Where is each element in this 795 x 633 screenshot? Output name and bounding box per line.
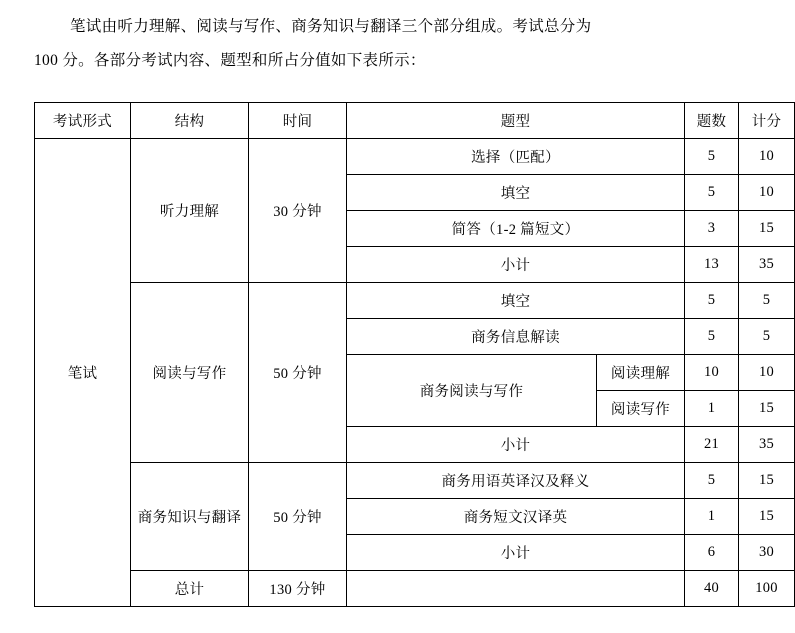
header-cell-time: 时间 — [249, 103, 347, 139]
cell-type: 商务短文汉译英 — [347, 499, 685, 535]
cell-type: 填空 — [347, 175, 685, 211]
intro-paragraph — [34, 10, 706, 78]
cell-score: 10 — [739, 139, 795, 175]
cell-subtotal-count: 6 — [685, 535, 739, 571]
cell-subtotal-score: 35 — [739, 427, 795, 463]
cell-time-business: 50 分钟 — [249, 463, 347, 571]
cell-structure-business: 商务知识与翻译 — [131, 463, 249, 571]
cell-structure-listening: 听力理解 — [131, 139, 249, 283]
cell-score: 5 — [739, 319, 795, 355]
table-header-row — [35, 103, 795, 139]
cell-subtotal-count: 13 — [685, 247, 739, 283]
exam-structure-table — [34, 102, 795, 607]
cell-count: 1 — [685, 391, 739, 427]
cell-total-time: 130 分钟 — [249, 571, 347, 607]
cell-score: 15 — [739, 391, 795, 427]
cell-structure-reading: 阅读与写作 — [131, 283, 249, 463]
cell-count: 10 — [685, 355, 739, 391]
cell-subtotal-count: 21 — [685, 427, 739, 463]
cell-subtype: 阅读写作 — [597, 391, 685, 427]
cell-subtype: 阅读理解 — [597, 355, 685, 391]
cell-type-business-reading-writing: 商务阅读与写作 — [347, 355, 597, 427]
cell-subtotal-score: 35 — [739, 247, 795, 283]
table-row — [35, 463, 795, 499]
table-total-row — [35, 571, 795, 607]
table-row — [35, 283, 795, 319]
cell-type: 填空 — [347, 283, 685, 319]
cell-count: 5 — [685, 175, 739, 211]
cell-count: 5 — [685, 463, 739, 499]
cell-total-type-empty — [347, 571, 685, 607]
cell-time-reading: 50 分钟 — [249, 283, 347, 463]
cell-score: 15 — [739, 211, 795, 247]
cell-total-score: 100 — [739, 571, 795, 607]
cell-score: 10 — [739, 355, 795, 391]
cell-count: 5 — [685, 283, 739, 319]
cell-subtotal-label: 小计 — [347, 247, 685, 283]
cell-type: 商务用语英译汉及释义 — [347, 463, 685, 499]
intro-line-2: 100 分。各部分考试内容、题型和所占分值如下表所示： — [34, 52, 426, 69]
cell-score: 15 — [739, 499, 795, 535]
cell-score: 5 — [739, 283, 795, 319]
cell-subtotal-label: 小计 — [347, 427, 685, 463]
cell-time-listening: 30 分钟 — [249, 139, 347, 283]
intro-line-1: 笔试由听力理解、阅读与写作、商务知识与翻译三个部分组成。考试总分为 — [70, 18, 592, 35]
cell-score: 10 — [739, 175, 795, 211]
cell-type: 简答（1-2 篇短文） — [347, 211, 685, 247]
cell-score: 15 — [739, 463, 795, 499]
cell-count: 5 — [685, 319, 739, 355]
cell-count: 3 — [685, 211, 739, 247]
header-cell-count: 题数 — [685, 103, 739, 139]
cell-total-label: 总计 — [131, 571, 249, 607]
cell-count: 5 — [685, 139, 739, 175]
cell-total-count: 40 — [685, 571, 739, 607]
cell-type: 选择（匹配） — [347, 139, 685, 175]
header-cell-form: 考试形式 — [35, 103, 131, 139]
cell-type: 商务信息解读 — [347, 319, 685, 355]
cell-exam-form: 笔试 — [35, 139, 131, 607]
cell-subtotal-score: 30 — [739, 535, 795, 571]
header-cell-structure: 结构 — [131, 103, 249, 139]
header-cell-score: 计分 — [739, 103, 795, 139]
header-cell-type: 题型 — [347, 103, 685, 139]
table-row — [35, 139, 795, 175]
cell-count: 1 — [685, 499, 739, 535]
cell-subtotal-label: 小计 — [347, 535, 685, 571]
